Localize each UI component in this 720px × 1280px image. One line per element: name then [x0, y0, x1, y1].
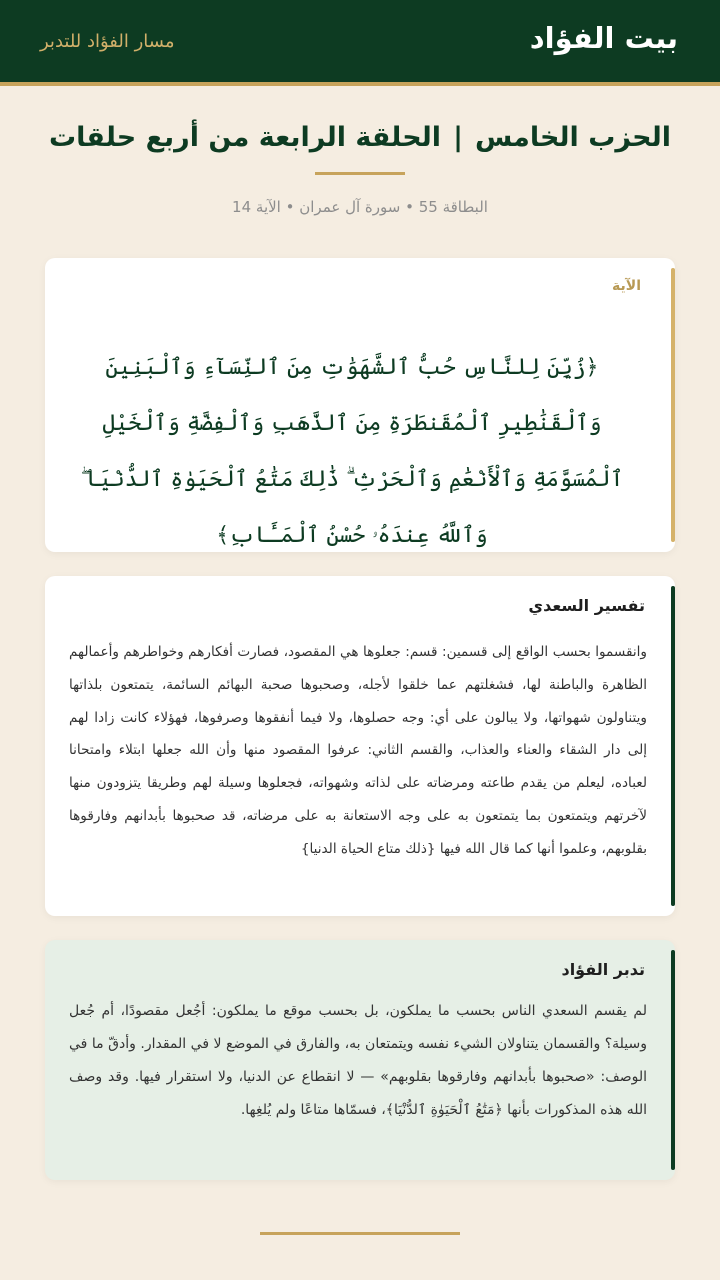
reflection-heading: تدبر الفؤاد — [561, 960, 645, 979]
title-session: الحلقة الرابعة من أربع حلقات — [49, 122, 442, 153]
verse-text: ﴿زُيِّنَ لِلنَّاسِ حُبُّ ٱلشَّهَوَٰتِ مِنَ ٱلنِّسَآءِ وَٱلْبَنِينَ وَٱلْقَنَٰطِيرِ ٱلْمُقَنطَرَةِ مِنَ ٱلذَّهَبِ وَٱلْفِضَّةِ وَٱلْخَيْلِ ٱلْمُسَوَّمَةِ وَٱلْأَنْعَٰمِ وَٱلْحَرْثِ ۗ ذَٰلِكَ مَتَٰعُ ٱلْحَيَوٰةِ ٱلدُّنْيَا ۖ وَٱللَّهُ عِندَهُۥ حُسْنُ ٱلْمَـَٔابِ﴾ — [80, 355, 624, 548]
reflection-card — [45, 940, 675, 1180]
card-meta: البطاقة 55 • سورة آل عمران • الآية 14 — [232, 198, 488, 216]
tafsir-card — [45, 576, 675, 916]
top-bar — [0, 0, 720, 86]
tafsir-heading: تفسير السعدي — [528, 596, 645, 615]
tafsir-text: وانقسموا بحسب الواقع إلى قسمين: قسم: جعلوها هي المقصود، فصارت أفكارهم وخواطرهم وأعمالهم الظاهرة والباطنة لها، فشغلتهم عما خلقوا لأجله، وصحبوها صحبة البهائم السائمة، يتمتعون بلذاتها ويتناولون شهواتها، ولا يبالون على أي: وجه حصلوها، ولا فيما أنفقوها وصرفوها، فهؤلاء كانت زادا لهم إلى دار الشقاء والعناء والعذاب، والقسم الثاني: عرفوا المقصود منها وأن الله جعلها ابتلاء وامتحانا لعباده، ليعلم من يقدم طاعته ومرضاته على لذاته وشهواته، فجعلوها وسيلة لهم وطريقا يتزودون منها لآخرتهم ويتمتعون بما يتمتعون به على وجه الاستعانة به على مرضاته، قد صحبوها بأبدانهم وفارقوها بقلوبهم، وعلموا أنها كما قال الله فيها {ذلك متاع الحياة الدنيا} — [69, 644, 647, 857]
title-part: الحزب الخامس — [474, 122, 671, 153]
bottom-divider — [260, 1232, 460, 1235]
title-underline — [315, 172, 405, 175]
reflection-text: لم يقسم السعدي الناس بحسب ما يملكون، بل بحسب موقع ما يملكون: أجُعل مقصودًا، أم جُعل وسيلة؟ والقسمان يتناولان الشيء نفسه ويتمتعان به، والفارق في الموضع لا في المقدار. وأدقّ ما في الوصف: «صحبوها بأبدانهم وفارقوها بقلوبهم» — لا انقطاع عن الدنيا، ولا استقرار فيها. وقد وصف الله هذه المذكورات بأنها ﴿مَتَٰعُ ٱلْحَيَوٰةِ ٱلدُّنْيَا﴾، فسمّاها متاعًا ولم يُلغِها. — [69, 1003, 647, 1118]
title-separator: | — [453, 122, 463, 153]
page-title — [20, 116, 700, 160]
brand-title[interactable]: بيت الفؤاد — [529, 21, 678, 55]
verse-label: الآية — [612, 278, 641, 294]
verse-card — [45, 258, 675, 552]
brand-tagline: مسار الفؤاد للتدبر — [40, 31, 175, 52]
